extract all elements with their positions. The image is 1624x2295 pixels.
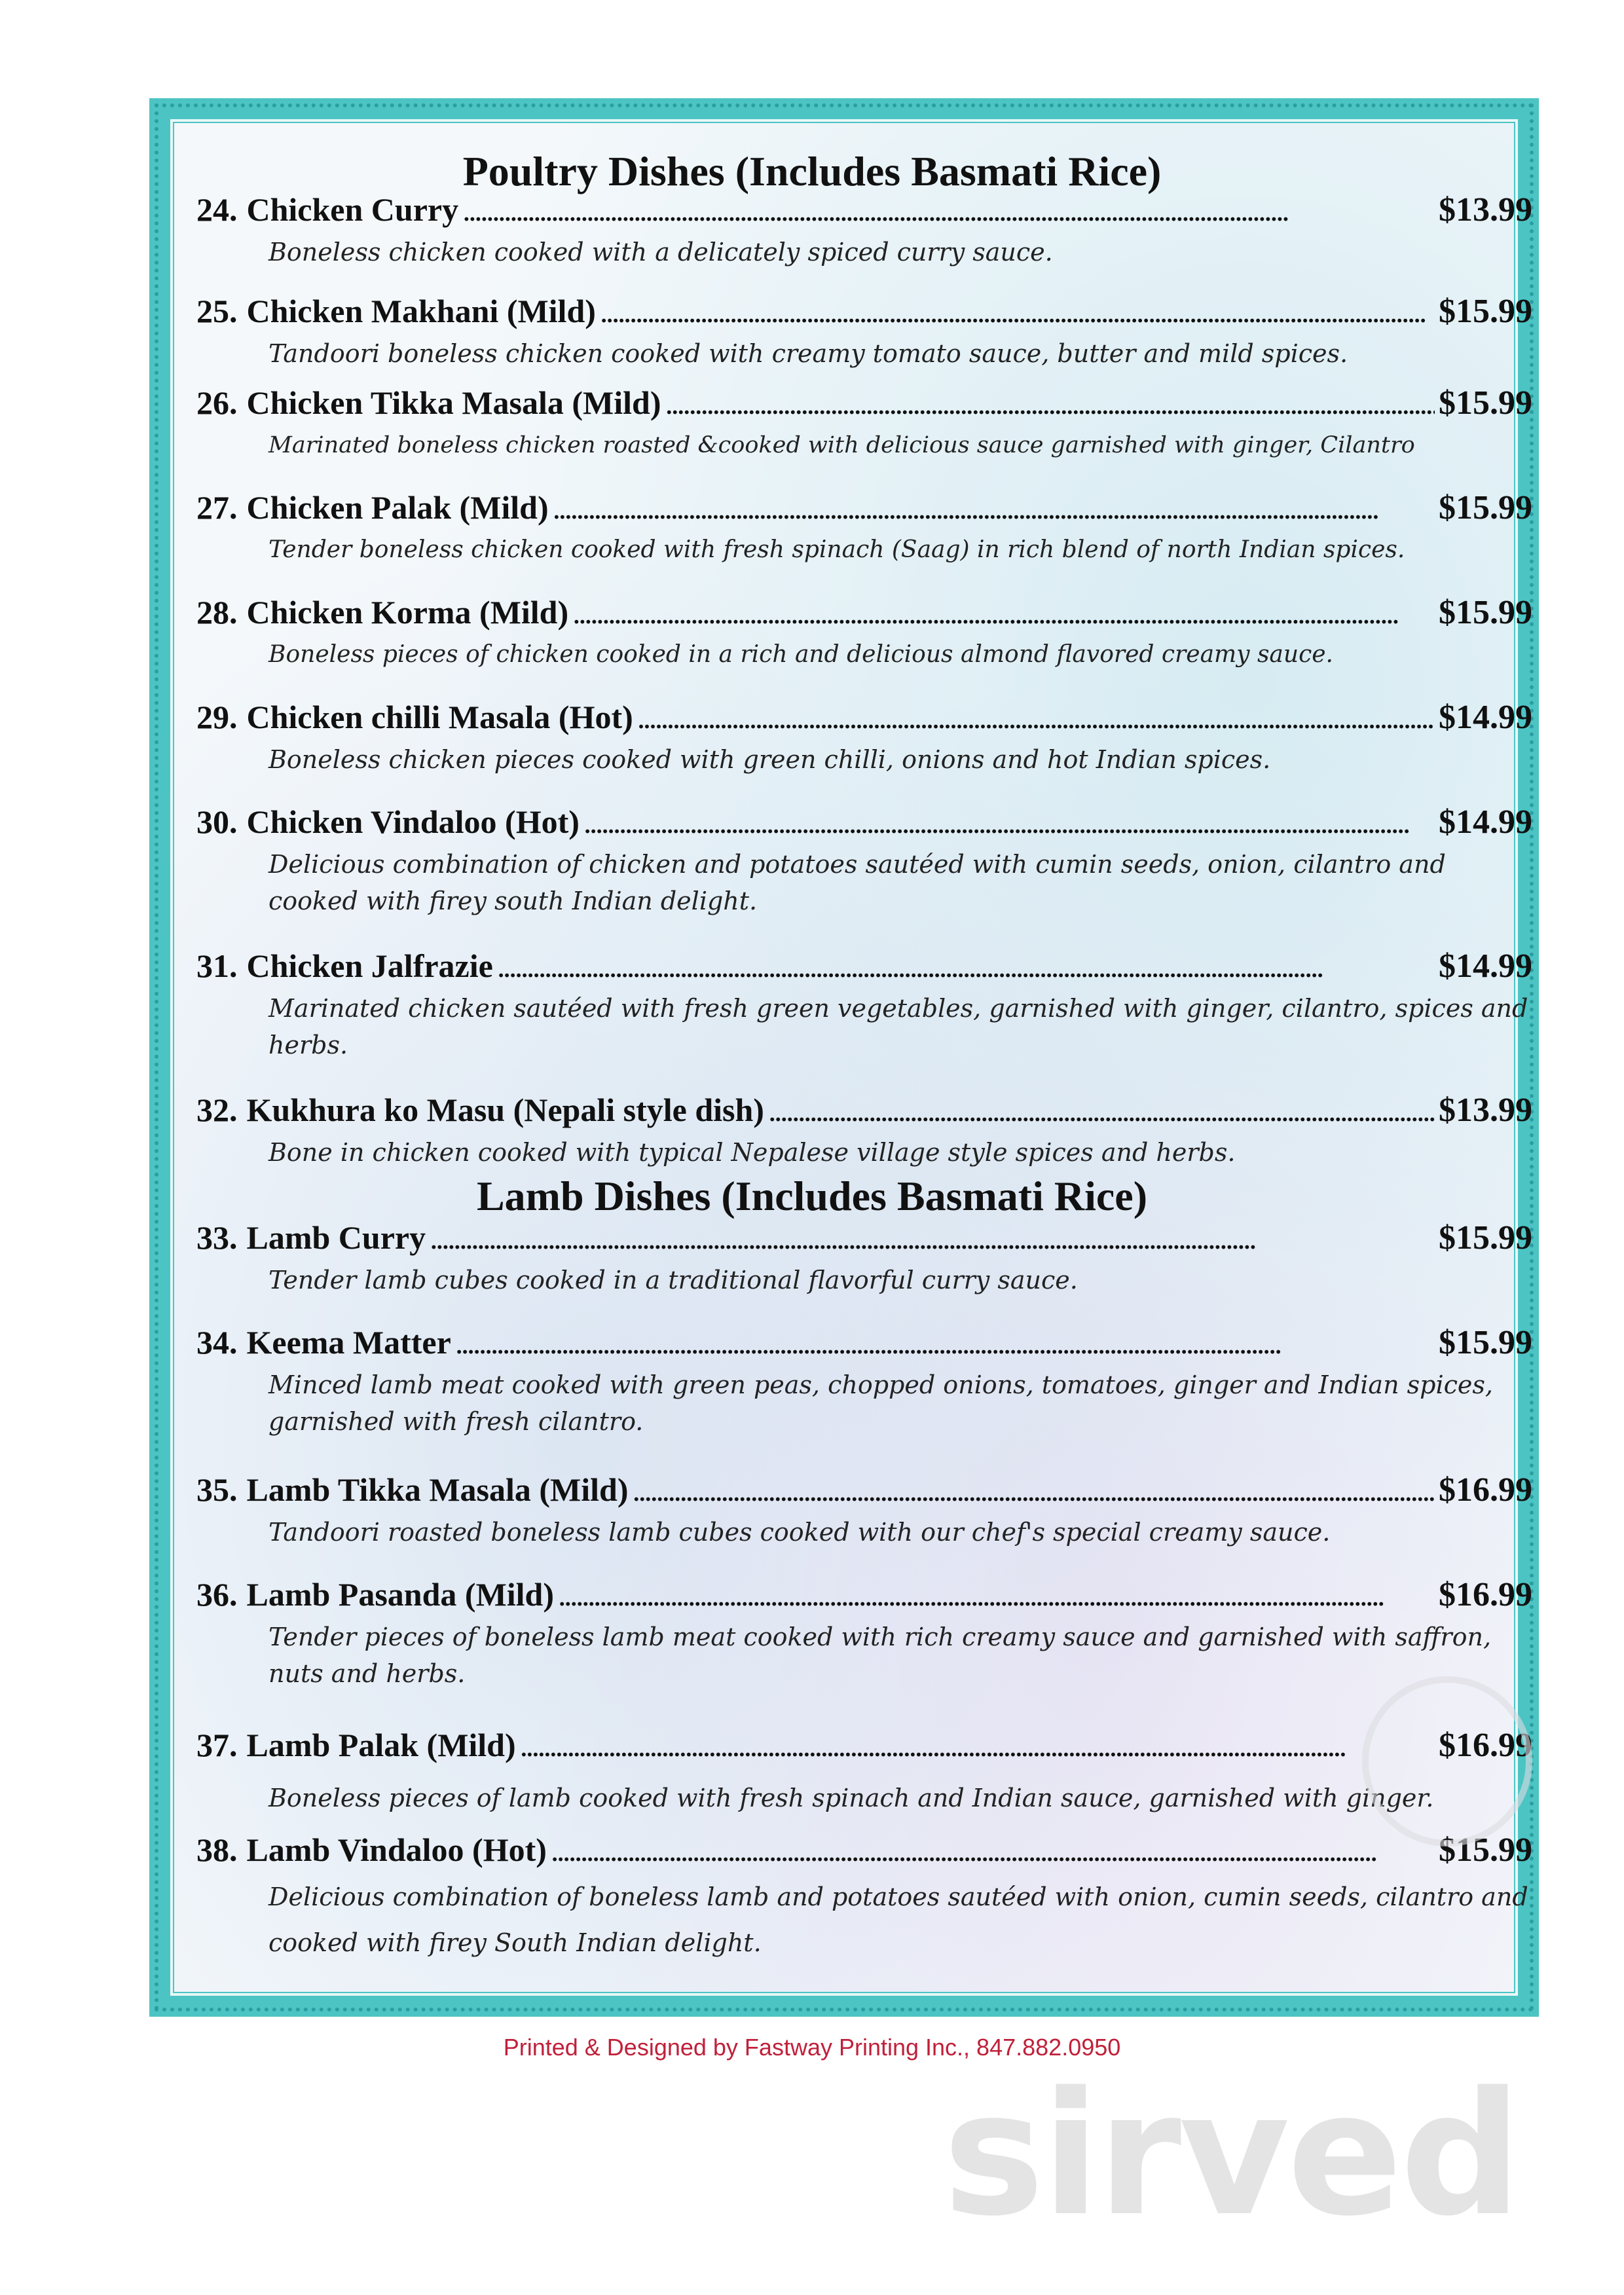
item-price: $15.99 <box>1439 489 1532 526</box>
poultry-heading: Poultry Dishes (Includes Basmati Rice) <box>462 148 1162 194</box>
menu-item <box>196 1323 1532 1440</box>
menu-item <box>196 383 1532 464</box>
dot-leader <box>551 1830 1435 1869</box>
dot-leader <box>600 291 1435 331</box>
menu-item <box>196 1090 1532 1171</box>
dot-leader <box>462 190 1435 229</box>
item-number: 29. <box>196 699 238 735</box>
item-name: Lamb Palak (Mild) <box>246 1727 516 1763</box>
item-name: Chicken chilli Masala (Hot) <box>246 699 633 735</box>
printer-credit: Printed & Designed by Fastway Printing Inc., 847.882.0950 <box>503 2034 1121 2061</box>
item-price: $15.99 <box>1439 293 1532 330</box>
item-price: $15.99 <box>1439 1831 1532 1869</box>
menu-item <box>196 593 1532 673</box>
item-number: 37. <box>196 1727 238 1763</box>
menu-item <box>196 488 1532 568</box>
dot-leader <box>553 488 1435 527</box>
menu-item <box>196 1830 1532 1966</box>
item-description: Tender boneless chicken cooked with fresh spinach (Saag) in rich blend of north Indian spices. <box>268 536 1405 563</box>
menu-item <box>196 946 1532 1063</box>
lamb-heading: Lamb Dishes (Includes Basmati Rice) <box>476 1173 1148 1219</box>
item-description: Delicious combination of boneless lamb and potatoes sautéed with onion, cumin seeds, cilantro and cooked with firey South Indian delight. <box>268 1882 1528 1957</box>
item-description: Marinated boneless chicken roasted &cooked with delicious sauce garnished with ginger, Cilantro <box>268 432 1415 458</box>
item-description: Marinated chicken sautéed with fresh green vegetables, garnished with ginger, cilantro, spices and herbs. <box>268 994 1528 1059</box>
item-name: Lamb Curry <box>246 1219 426 1256</box>
item-number: 31. <box>196 947 238 984</box>
item-price: $13.99 <box>1439 1092 1532 1129</box>
item-name: Chicken Jalfrazie <box>246 947 493 984</box>
watermark-logo: sirved <box>943 2056 1520 2254</box>
item-price: $15.99 <box>1439 1219 1532 1257</box>
item-name: Chicken Vindaloo (Hot) <box>246 803 580 840</box>
dot-leader <box>520 1725 1435 1765</box>
item-price: $14.99 <box>1439 699 1532 736</box>
item-name: Chicken Korma (Mild) <box>246 594 569 631</box>
item-number: 26. <box>196 384 238 421</box>
item-description: Tender pieces of boneless lamb meat cooked with rich creamy sauce and garnished with saffron, nuts and herbs. <box>268 1623 1492 1688</box>
menu-item <box>196 697 1532 778</box>
item-description: Delicious combination of chicken and potatoes sautéed with cumin seeds, onion, cilantro and cooked with firey south Indian delight. <box>268 850 1446 915</box>
item-name: Kukhura ko Masu (Nepali style dish) <box>246 1092 764 1128</box>
item-price: $16.99 <box>1439 1727 1532 1764</box>
item-name: Chicken Curry <box>246 191 459 228</box>
item-number: 38. <box>196 1831 238 1868</box>
item-number: 28. <box>196 594 238 631</box>
item-number: 33. <box>196 1219 238 1256</box>
item-name: Lamb Tikka Masala (Mild) <box>246 1471 629 1508</box>
menu-item <box>196 1725 1532 1816</box>
item-price: $16.99 <box>1439 1576 1532 1613</box>
item-description: Boneless chicken cooked with a delicately spiced curry sauce. <box>268 238 1053 266</box>
plate-icon <box>1362 1676 1532 1846</box>
menu-item <box>196 1470 1532 1551</box>
dot-leader <box>558 1575 1435 1614</box>
item-price: $15.99 <box>1439 594 1532 631</box>
item-name: Keema Matter <box>246 1324 451 1361</box>
item-number: 34. <box>196 1324 238 1361</box>
dot-leader <box>665 383 1435 422</box>
item-description: Boneless pieces of lamb cooked with fresh spinach and Indian sauce, garnished with ginger. <box>268 1784 1434 1812</box>
item-number: 30. <box>196 803 238 840</box>
dot-leader <box>768 1090 1435 1129</box>
dot-leader <box>430 1218 1435 1257</box>
item-name: Chicken Tikka Masala (Mild) <box>246 384 661 421</box>
item-number: 32. <box>196 1092 238 1128</box>
item-description: Tandoori boneless chicken cooked with creamy tomato sauce, butter and mild spices. <box>268 339 1348 368</box>
menu-item <box>196 1218 1532 1298</box>
dot-leader <box>455 1323 1435 1362</box>
dot-leader <box>637 697 1435 737</box>
item-name: Lamb Vindaloo (Hot) <box>246 1831 547 1868</box>
dot-leader <box>497 946 1435 985</box>
item-number: 25. <box>196 293 238 329</box>
item-price: $13.99 <box>1439 191 1532 229</box>
dot-leader <box>632 1470 1435 1509</box>
item-price: $16.99 <box>1439 1471 1532 1509</box>
item-name: Chicken Makhani (Mild) <box>246 293 596 329</box>
menu-item <box>196 1575 1532 1692</box>
dot-leader <box>583 802 1435 841</box>
item-description: Tandoori roasted boneless lamb cubes cooked with our chef's special creamy sauce. <box>268 1518 1331 1547</box>
item-description: Boneless chicken pieces cooked with green chilli, onions and hot Indian spices. <box>268 745 1271 774</box>
item-number: 36. <box>196 1576 238 1613</box>
item-price: $14.99 <box>1439 803 1532 841</box>
item-description: Tender lamb cubes cooked in a traditional flavorful curry sauce. <box>268 1266 1078 1294</box>
menu-item <box>196 291 1532 372</box>
menu-item <box>196 190 1532 270</box>
item-price: $14.99 <box>1439 947 1532 985</box>
item-number: 27. <box>196 489 238 526</box>
item-price: $15.99 <box>1439 1324 1532 1361</box>
menu-item <box>196 802 1532 919</box>
item-price: $15.99 <box>1439 384 1532 422</box>
item-name: Chicken Palak (Mild) <box>246 489 549 526</box>
item-number: 24. <box>196 191 238 228</box>
item-number: 35. <box>196 1471 238 1508</box>
item-description: Boneless pieces of chicken cooked in a rich and delicious almond flavored creamy sauce. <box>268 641 1333 668</box>
item-description: Minced lamb meat cooked with green peas, chopped onions, tomatoes, ginger and Indian spices, garnished with fresh cilantro. <box>268 1370 1493 1436</box>
item-description: Bone in chicken cooked with typical Nepalese village style spices and herbs. <box>268 1138 1236 1167</box>
dot-leader <box>572 593 1435 632</box>
item-name: Lamb Pasanda (Mild) <box>246 1576 555 1613</box>
